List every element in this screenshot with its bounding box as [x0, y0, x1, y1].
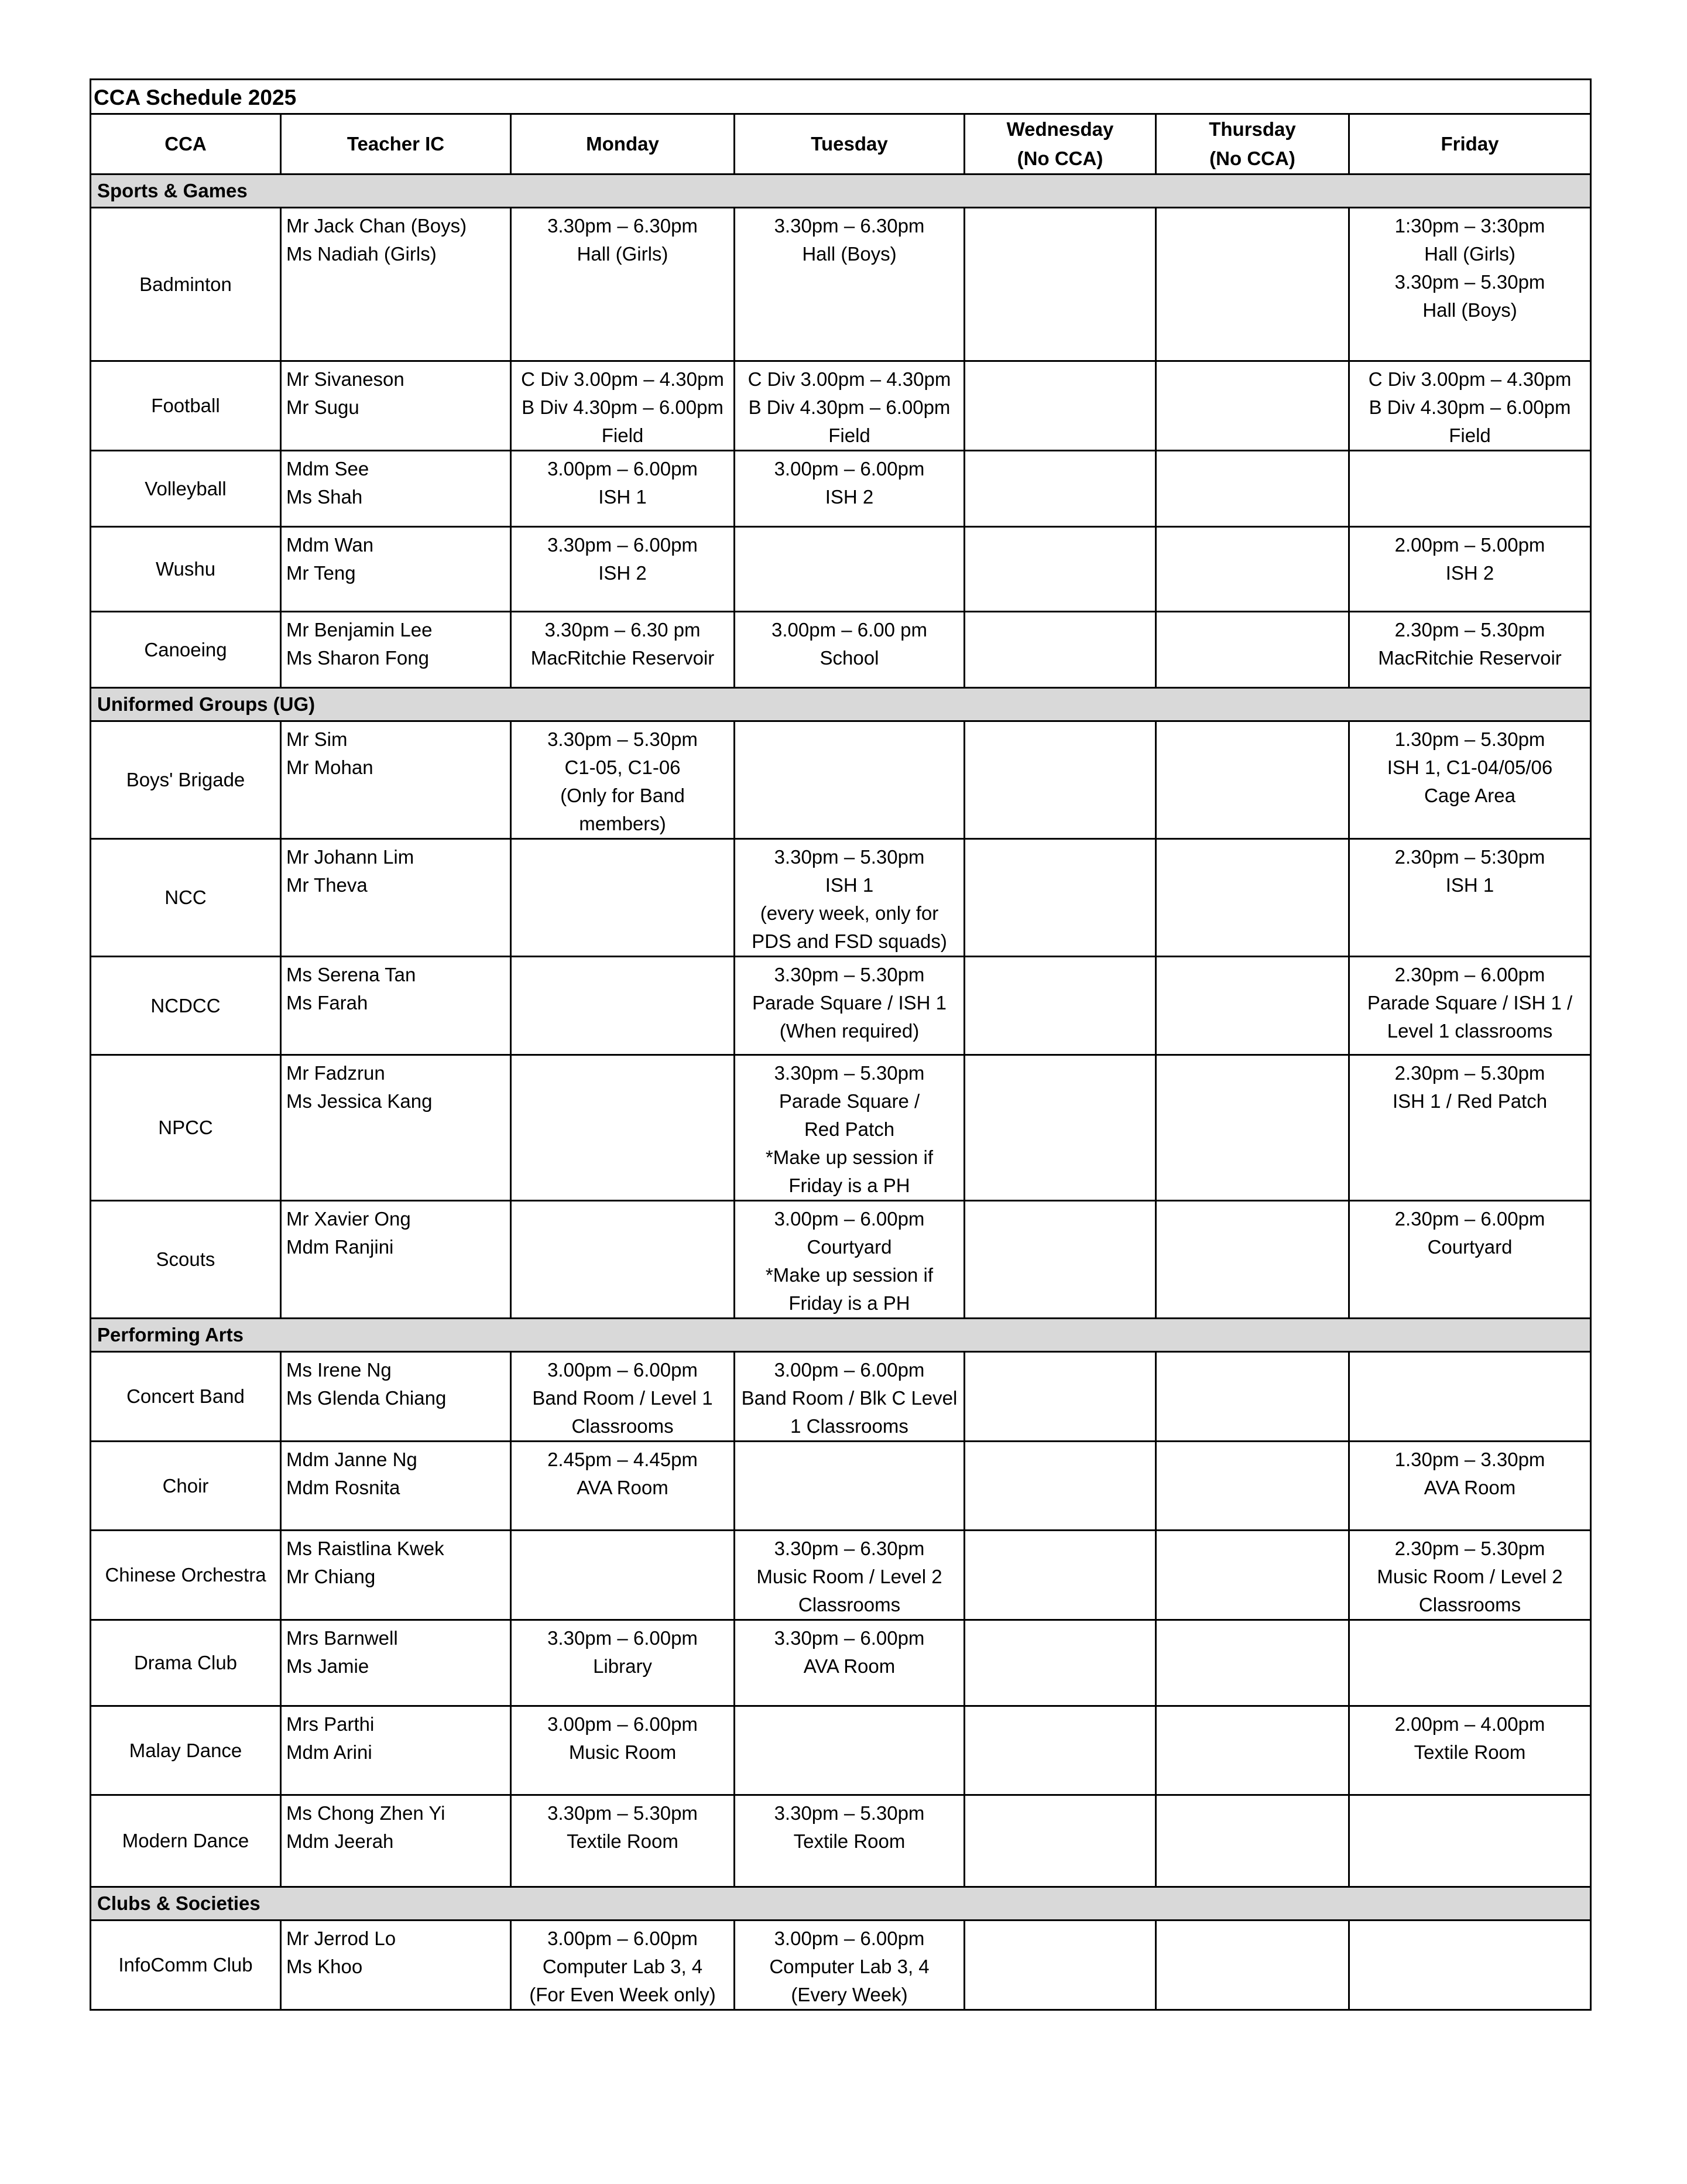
cca-schedule-table — [90, 78, 1592, 2011]
cell-text: MacRitchie Reservoir — [1378, 647, 1562, 669]
header-row — [91, 114, 1591, 174]
table-row — [91, 451, 1591, 527]
header-text: (No CCA) — [1209, 148, 1295, 169]
cell-text: ISH 1 — [825, 874, 874, 896]
cell-text: 3.00pm – 6.00pm — [774, 1208, 925, 1230]
cell-text: ISH 2 — [598, 562, 647, 584]
wednesday-cell — [965, 1201, 1156, 1319]
thursday-cell — [1156, 1921, 1349, 2010]
cell-text: Ms Glenda Chiang — [286, 1387, 447, 1409]
column-header-teacher-ic — [281, 114, 511, 174]
cell-text: *Make up session if — [765, 1146, 934, 1168]
cell-text: Mr Jerrod Lo — [286, 1928, 396, 1949]
cell-text: Mrs Barnwell — [286, 1627, 398, 1649]
cell-text: ISH 1 — [1445, 874, 1494, 896]
cell-text: Ms Irene Ng — [286, 1359, 392, 1381]
table-row — [91, 1531, 1591, 1620]
wednesday-cell — [965, 451, 1156, 527]
cell-text: Hall (Boys) — [802, 243, 897, 265]
wednesday-cell — [965, 839, 1156, 957]
cca-name: Volleyball — [91, 451, 281, 527]
friday-cell — [1349, 451, 1591, 527]
cell-text: Ms Shah — [286, 486, 363, 508]
teacher-ic-cell — [281, 1620, 511, 1706]
cell-text: Friday is a PH — [788, 1175, 910, 1196]
wednesday-cell — [965, 721, 1156, 839]
cell-text: Ms Sharon Fong — [286, 647, 429, 669]
cell-text: 3.00pm – 6.00pm — [774, 1359, 925, 1381]
cell-text: Ms Jessica Kang — [286, 1090, 433, 1112]
monday-cell — [511, 1921, 735, 2010]
thursday-cell — [1156, 1442, 1349, 1531]
section-header — [91, 174, 1591, 208]
monday-cell — [511, 839, 735, 957]
cell-text: Mrs Parthi — [286, 1713, 375, 1735]
friday-cell — [1349, 1201, 1591, 1319]
column-header-monday — [511, 114, 735, 174]
cell-text: 3.30pm – 5.30pm — [774, 846, 925, 868]
friday-cell — [1349, 1055, 1591, 1201]
cell-text: 3.30pm – 6.00pm — [774, 1627, 925, 1649]
cell-text: Mr Sim — [286, 728, 348, 750]
cell-text: 2.45pm – 4.45pm — [547, 1449, 698, 1470]
cell-text: 3.30pm – 5.30pm — [547, 1802, 698, 1824]
cell-text: MacRitchie Reservoir — [530, 647, 715, 669]
wednesday-cell — [965, 208, 1156, 361]
cell-text: C Div 3.00pm – 4.30pm — [1368, 368, 1572, 390]
cell-text: C Div 3.00pm – 4.30pm — [521, 368, 724, 390]
teacher-ic-cell — [281, 361, 511, 451]
cell-text: Computer Lab 3, 4 — [769, 1956, 930, 1977]
cell-text: 1.30pm – 3.30pm — [1394, 1449, 1545, 1470]
cell-text: AVA Room — [577, 1477, 668, 1498]
cell-text: Band Room / Blk C Level — [741, 1387, 958, 1409]
cell-text: 3.00pm – 6.00pm — [547, 1928, 698, 1949]
cca-name: Chinese Orchestra — [91, 1531, 281, 1620]
cell-text: Hall (Girls) — [1424, 243, 1515, 265]
thursday-cell — [1156, 1620, 1349, 1706]
friday-cell — [1349, 1352, 1591, 1442]
table-row — [91, 1352, 1591, 1442]
cell-text: School — [820, 647, 879, 669]
cell-text: C1-05, C1-06 — [564, 756, 681, 778]
cell-text: (For Even Week only) — [529, 1984, 716, 2005]
table-row — [91, 612, 1591, 688]
cell-text: Mdm Arini — [286, 1741, 372, 1763]
thursday-cell — [1156, 1706, 1349, 1795]
monday-cell — [511, 1706, 735, 1795]
section-header — [91, 1319, 1591, 1352]
table-row — [91, 839, 1591, 957]
cell-text: ISH 1 / Red Patch — [1392, 1090, 1548, 1112]
table-row — [91, 957, 1591, 1055]
cell-text: PDS and FSD squads) — [752, 930, 947, 952]
cell-text: Courtyard — [807, 1236, 892, 1258]
cell-text: 3.30pm – 5.30pm — [774, 964, 925, 985]
monday-cell — [511, 1442, 735, 1531]
cell-text: Field — [828, 425, 870, 446]
column-header-cca — [91, 114, 281, 174]
cell-text: Mdm Ranjini — [286, 1236, 394, 1258]
cell-text: Parade Square / — [779, 1090, 920, 1112]
tuesday-cell — [735, 1531, 965, 1620]
tuesday-cell — [735, 208, 965, 361]
tuesday-cell — [735, 361, 965, 451]
cell-text: Mr Mohan — [286, 756, 373, 778]
tuesday-cell — [735, 957, 965, 1055]
teacher-ic-cell — [281, 451, 511, 527]
cell-text: Classrooms — [798, 1594, 901, 1615]
cell-text: 3.00pm – 6.00pm — [774, 458, 925, 480]
monday-cell — [511, 361, 735, 451]
cell-text: 3.30pm – 5.30pm — [774, 1062, 925, 1084]
wednesday-cell — [965, 1531, 1156, 1620]
monday-cell — [511, 1352, 735, 1442]
cell-text: 2.00pm – 4.00pm — [1394, 1713, 1545, 1735]
column-header-thursday — [1156, 114, 1349, 174]
friday-cell — [1349, 1706, 1591, 1795]
table-row — [91, 1921, 1591, 2010]
wednesday-cell — [965, 957, 1156, 1055]
cell-text: Band Room / Level 1 — [532, 1387, 713, 1409]
cca-name: Canoeing — [91, 612, 281, 688]
cell-text: Parade Square / ISH 1 / — [1367, 992, 1573, 1014]
cell-text: 3.30pm – 6.30pm — [774, 1538, 925, 1559]
cca-name: Concert Band — [91, 1352, 281, 1442]
cell-text: Red Patch — [804, 1118, 895, 1140]
teacher-ic-cell — [281, 1442, 511, 1531]
teacher-ic-cell — [281, 1921, 511, 2010]
friday-cell — [1349, 208, 1591, 361]
section-header — [91, 1887, 1591, 1921]
header-text: CCA — [164, 133, 207, 155]
table-row — [91, 1442, 1591, 1531]
header-text: Wednesday — [1006, 118, 1114, 140]
wednesday-cell — [965, 1055, 1156, 1201]
cell-text: Textile Room — [793, 1830, 906, 1852]
column-header-wednesday — [965, 114, 1156, 174]
thursday-cell — [1156, 451, 1349, 527]
wednesday-cell — [965, 1442, 1156, 1531]
cell-text: Computer Lab 3, 4 — [542, 1956, 703, 1977]
cell-text: Field — [1449, 425, 1491, 446]
cell-text: B Div 4.30pm – 6.00pm — [1369, 396, 1571, 418]
thursday-cell — [1156, 1352, 1349, 1442]
cell-text: Hall (Girls) — [577, 243, 668, 265]
cca-name: Scouts — [91, 1201, 281, 1319]
wednesday-cell — [965, 1795, 1156, 1887]
teacher-ic-cell — [281, 208, 511, 361]
schedule-title: CCA Schedule 2025 — [91, 80, 1591, 114]
table-row — [91, 1706, 1591, 1795]
tuesday-cell — [735, 527, 965, 612]
header-text: Monday — [586, 133, 659, 155]
friday-cell — [1349, 721, 1591, 839]
cell-text: ISH 1 — [598, 486, 647, 508]
cell-text: Ms Raistlina Kwek — [286, 1538, 444, 1559]
cell-text: Mdm Rosnita — [286, 1477, 400, 1498]
cell-text: B Div 4.30pm – 6.00pm — [748, 396, 951, 418]
cell-text: Ms Jamie — [286, 1655, 369, 1677]
tuesday-cell — [735, 1352, 965, 1442]
friday-cell — [1349, 1795, 1591, 1887]
section-title: Uniformed Groups (UG) — [91, 688, 1591, 721]
table-row — [91, 1795, 1591, 1887]
thursday-cell — [1156, 527, 1349, 612]
cell-text: Courtyard — [1427, 1236, 1513, 1258]
wednesday-cell — [965, 1352, 1156, 1442]
monday-cell — [511, 957, 735, 1055]
wednesday-cell — [965, 527, 1156, 612]
cca-name: Drama Club — [91, 1620, 281, 1706]
header-text: Thursday — [1209, 118, 1296, 140]
tuesday-cell — [735, 1442, 965, 1531]
header-text: Teacher IC — [347, 133, 445, 155]
thursday-cell — [1156, 361, 1349, 451]
thursday-cell — [1156, 721, 1349, 839]
cell-text: 2.30pm – 5.30pm — [1394, 1538, 1545, 1559]
monday-cell — [511, 527, 735, 612]
cell-text: 3.00pm – 6.00pm — [774, 1928, 925, 1949]
cell-text: Hall (Boys) — [1422, 299, 1517, 321]
section-title: Clubs & Societies — [91, 1887, 1591, 1921]
cell-text: Mr Chiang — [286, 1566, 376, 1587]
cell-text: 3.30pm – 6.30pm — [774, 215, 925, 237]
section-title: Sports & Games — [91, 174, 1591, 208]
thursday-cell — [1156, 1201, 1349, 1319]
cell-text: Music Room / Level 2 — [1377, 1566, 1563, 1587]
friday-cell — [1349, 612, 1591, 688]
cca-name: Boys' Brigade — [91, 721, 281, 839]
thursday-cell — [1156, 1055, 1349, 1201]
wednesday-cell — [965, 1706, 1156, 1795]
monday-cell — [511, 1795, 735, 1887]
cell-text: Mr Xavier Ong — [286, 1208, 411, 1230]
teacher-ic-cell — [281, 1531, 511, 1620]
cell-text: Library — [593, 1655, 652, 1677]
cell-text: 3.00pm – 6.00pm — [547, 1713, 698, 1735]
monday-cell — [511, 1201, 735, 1319]
cca-name: Malay Dance — [91, 1706, 281, 1795]
cell-text: Ms Serena Tan — [286, 964, 416, 985]
teacher-ic-cell — [281, 721, 511, 839]
cell-text: Mr Sugu — [286, 396, 359, 418]
cell-text: 3.00pm – 6.00 pm — [772, 619, 927, 641]
cell-text: (every week, only for — [760, 902, 939, 924]
cell-text: Mdm Wan — [286, 534, 374, 556]
table-row — [91, 361, 1591, 451]
table-row — [91, 1201, 1591, 1319]
cell-text: Music Room — [568, 1741, 677, 1763]
friday-cell — [1349, 839, 1591, 957]
cca-name: Badminton — [91, 208, 281, 361]
cell-text: AVA Room — [803, 1655, 896, 1677]
cell-text: Ms Farah — [286, 992, 368, 1014]
teacher-ic-cell — [281, 1795, 511, 1887]
table-row — [91, 527, 1591, 612]
teacher-ic-cell — [281, 1055, 511, 1201]
cell-text: 1:30pm – 3:30pm — [1394, 215, 1545, 237]
cell-text: Textile Room — [1414, 1741, 1526, 1763]
monday-cell — [511, 721, 735, 839]
tuesday-cell — [735, 1795, 965, 1887]
header-text: (No CCA) — [1017, 148, 1103, 169]
tuesday-cell — [735, 1201, 965, 1319]
cell-text: (When required) — [779, 1020, 920, 1042]
cell-text: ISH 2 — [1445, 562, 1494, 584]
thursday-cell — [1156, 839, 1349, 957]
cell-text: 2.30pm – 5.30pm — [1394, 619, 1545, 641]
wednesday-cell — [965, 1921, 1156, 2010]
teacher-ic-cell — [281, 527, 511, 612]
friday-cell — [1349, 1531, 1591, 1620]
header-text: Friday — [1441, 133, 1499, 155]
cell-text: 3.30pm – 6.00pm — [547, 534, 698, 556]
cell-text: Mdm Jeerah — [286, 1830, 394, 1852]
cell-text: 3.30pm – 6.00pm — [547, 1627, 698, 1649]
monday-cell — [511, 612, 735, 688]
cca-name: Choir — [91, 1442, 281, 1531]
tuesday-cell — [735, 1921, 965, 2010]
cca-name: InfoComm Club — [91, 1921, 281, 2010]
teacher-ic-cell — [281, 1352, 511, 1442]
teacher-ic-cell — [281, 1706, 511, 1795]
thursday-cell — [1156, 612, 1349, 688]
cell-text: 3.00pm – 6.00pm — [547, 458, 698, 480]
tuesday-cell — [735, 1620, 965, 1706]
monday-cell — [511, 208, 735, 361]
thursday-cell — [1156, 1795, 1349, 1887]
cell-text: 2.30pm – 5:30pm — [1394, 846, 1545, 868]
table-row — [91, 208, 1591, 361]
cell-text: ISH 2 — [825, 486, 874, 508]
cell-text: Mr Teng — [286, 562, 356, 584]
cell-text: Music Room / Level 2 — [756, 1566, 942, 1587]
friday-cell — [1349, 957, 1591, 1055]
cell-text: 1.30pm – 5.30pm — [1394, 728, 1545, 750]
teacher-ic-cell — [281, 612, 511, 688]
cell-text: 2.30pm – 5.30pm — [1394, 1062, 1545, 1084]
cell-text: Mr Sivaneson — [286, 368, 404, 390]
cell-text: Mdm See — [286, 458, 369, 480]
cell-text: 1 Classrooms — [790, 1415, 908, 1437]
section-title: Performing Arts — [91, 1319, 1591, 1352]
friday-cell — [1349, 361, 1591, 451]
cca-name: Modern Dance — [91, 1795, 281, 1887]
cell-text: 3.00pm – 6.00pm — [547, 1359, 698, 1381]
wednesday-cell — [965, 612, 1156, 688]
cell-text: B Div 4.30pm – 6.00pm — [522, 396, 724, 418]
cell-text: Mr Fadzrun — [286, 1062, 385, 1084]
cell-text: Level 1 classrooms — [1387, 1020, 1553, 1042]
table-row — [91, 1620, 1591, 1706]
column-header-tuesday — [735, 114, 965, 174]
cell-text: 3.30pm – 5.30pm — [547, 728, 698, 750]
cell-text: Classrooms — [1418, 1594, 1521, 1615]
wednesday-cell — [965, 1620, 1156, 1706]
cell-text: Mdm Janne Ng — [286, 1449, 417, 1470]
cca-name: Wushu — [91, 527, 281, 612]
cell-text: Mr Johann Lim — [286, 846, 414, 868]
table-row — [91, 1055, 1591, 1201]
cca-name: NCC — [91, 839, 281, 957]
cell-text: Ms Nadiah (Girls) — [286, 243, 437, 265]
cell-text: C Div 3.00pm – 4.30pm — [748, 368, 951, 390]
tuesday-cell — [735, 839, 965, 957]
thursday-cell — [1156, 1531, 1349, 1620]
friday-cell — [1349, 1442, 1591, 1531]
friday-cell — [1349, 1921, 1591, 2010]
monday-cell — [511, 1620, 735, 1706]
cell-text: Ms Khoo — [286, 1956, 363, 1977]
monday-cell — [511, 1055, 735, 1201]
friday-cell — [1349, 527, 1591, 612]
cell-text: 3.30pm – 5.30pm — [1394, 271, 1545, 293]
cell-text: *Make up session if — [765, 1264, 934, 1286]
tuesday-cell — [735, 721, 965, 839]
cell-text: 3.30pm – 6.30 pm — [544, 619, 701, 641]
cell-text: Mr Jack Chan (Boys) — [286, 215, 467, 237]
cell-text: Field — [601, 425, 644, 446]
cell-text: Parade Square / ISH 1 — [752, 992, 947, 1014]
friday-cell — [1349, 1620, 1591, 1706]
cell-text: ISH 1, C1-04/05/06 — [1387, 756, 1553, 778]
cell-text: (Only for Band — [560, 785, 685, 806]
cell-text: Classrooms — [571, 1415, 674, 1437]
cell-text: AVA Room — [1424, 1477, 1516, 1498]
header-text: Tuesday — [811, 133, 888, 155]
cca-name: NPCC — [91, 1055, 281, 1201]
column-header-friday — [1349, 114, 1591, 174]
teacher-ic-cell — [281, 1201, 511, 1319]
table-row — [91, 721, 1591, 839]
monday-cell — [511, 451, 735, 527]
tuesday-cell — [735, 1706, 965, 1795]
cell-text: members) — [579, 813, 666, 834]
cell-text: Friday is a PH — [788, 1292, 910, 1314]
cell-text: 3.30pm – 6.30pm — [547, 215, 698, 237]
cell-text: 2.30pm – 6.00pm — [1394, 964, 1545, 985]
tuesday-cell — [735, 451, 965, 527]
teacher-ic-cell — [281, 839, 511, 957]
teacher-ic-cell — [281, 957, 511, 1055]
monday-cell — [511, 1531, 735, 1620]
section-header — [91, 688, 1591, 721]
cell-text: Cage Area — [1424, 785, 1515, 806]
cell-text: Textile Room — [567, 1830, 678, 1852]
thursday-cell — [1156, 208, 1349, 361]
cca-name: NCDCC — [91, 957, 281, 1055]
cell-text: Mr Theva — [286, 874, 368, 896]
cca-name: Football — [91, 361, 281, 451]
tuesday-cell — [735, 612, 965, 688]
cell-text: 3.30pm – 5.30pm — [774, 1802, 925, 1824]
tuesday-cell — [735, 1055, 965, 1201]
cell-text: Mr Benjamin Lee — [286, 619, 433, 641]
cell-text: (Every Week) — [791, 1984, 908, 2005]
wednesday-cell — [965, 361, 1156, 451]
thursday-cell — [1156, 957, 1349, 1055]
cell-text: 2.30pm – 6.00pm — [1394, 1208, 1545, 1230]
cell-text: Ms Chong Zhen Yi — [286, 1802, 445, 1824]
cell-text: 2.00pm – 5.00pm — [1394, 534, 1545, 556]
